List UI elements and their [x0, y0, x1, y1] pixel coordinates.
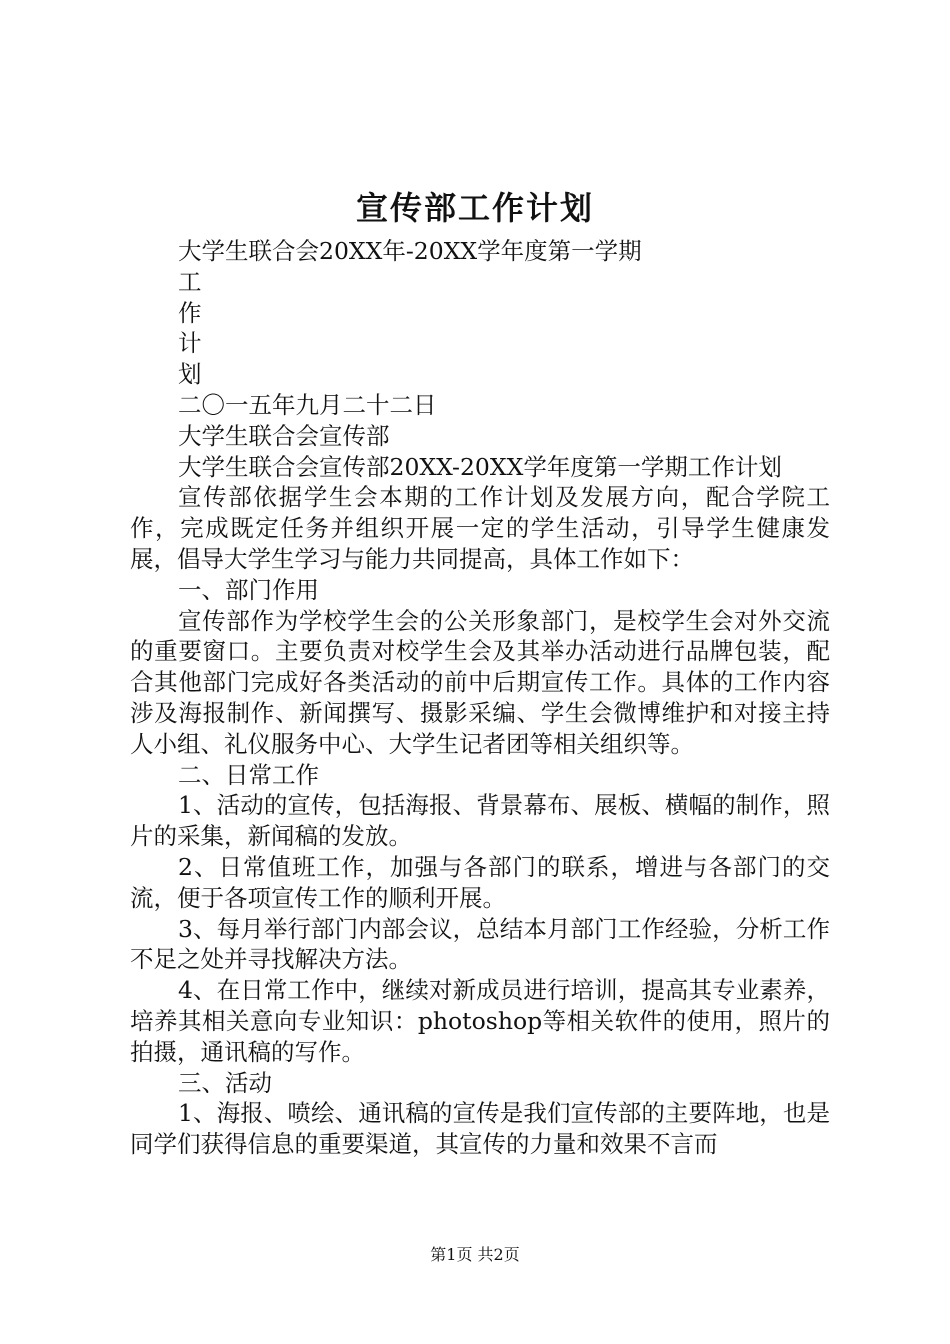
header-line-period: 大学生联合会20XX年-20XX学年度第一学期 — [178, 237, 642, 265]
header-line-char: 作 — [178, 298, 202, 327]
section-heading-activities: 三、活动 — [178, 1068, 272, 1097]
header-line-char: 计 — [178, 329, 202, 358]
header-line-department: 大学生联合会宣传部 — [178, 421, 390, 450]
page-footer: 第1页 共2页 — [430, 1245, 520, 1264]
daily-item: 3、每月举行部门内部会议，总结本月部门工作经验，分析工作不足之处并寻找解决方法。 — [130, 914, 830, 974]
intro-paragraph: 宣传部依据学生会本期的工作计划及发展方向，配合学院工作，完成既定任务并组织开展一定的学生活动，引导学生健康发展，倡导大学生学习与能力共同提高，具体工作如下： — [130, 483, 830, 573]
daily-item: 2、日常值班工作，加强与各部门的联系，增进与各部门的交流，便于各项宣传工作的顺利开展。 — [130, 852, 830, 912]
daily-item: 4、在日常工作中，继续对新成员进行培训，提高其专业素养，培养其相关意向专业知识：photoshop等相关软件的使用，照片的拍摄，通讯稿的写作。 — [130, 976, 830, 1066]
header-line-date: 二〇一五年九月二十二日 — [178, 390, 437, 419]
header-line-char: 工 — [178, 267, 202, 296]
activity-item: 1、海报、喷绘、通讯稿的宣传是我们宣传部的主要阵地，也是同学们获得信息的重要渠道，其宣传的力量和效果不言而 — [130, 1099, 830, 1159]
section-heading-role: 一、部门作用 — [178, 575, 319, 604]
header-line-char: 划 — [178, 360, 202, 389]
header-line-plan-title: 大学生联合会宣传部20XX-20XX学年度第一学期工作计划 — [178, 452, 782, 481]
section-heading-daily: 二、日常工作 — [178, 760, 319, 789]
section-paragraph-role: 宣传部作为学校学生会的公关形象部门，是校学生会对外交流的重要窗口。主要负责对校学生会及其举办活动进行品牌包装，配合其他部门完成好各类活动的前中后期宣传工作。具体的工作内容涉及海报制作、新闻撰写、摄影采编、学生会微博维护和对接主持人小组、礼仪服务中心、大学生记者团等相关组织等。 — [130, 606, 830, 758]
daily-item: 1、活动的宣传，包括海报、背景幕布、展板、横幅的制作，照片的采集，新闻稿的发放。 — [130, 791, 830, 851]
document-title: 宣传部工作计划 — [355, 189, 594, 227]
document-body — [130, 236, 830, 1160]
